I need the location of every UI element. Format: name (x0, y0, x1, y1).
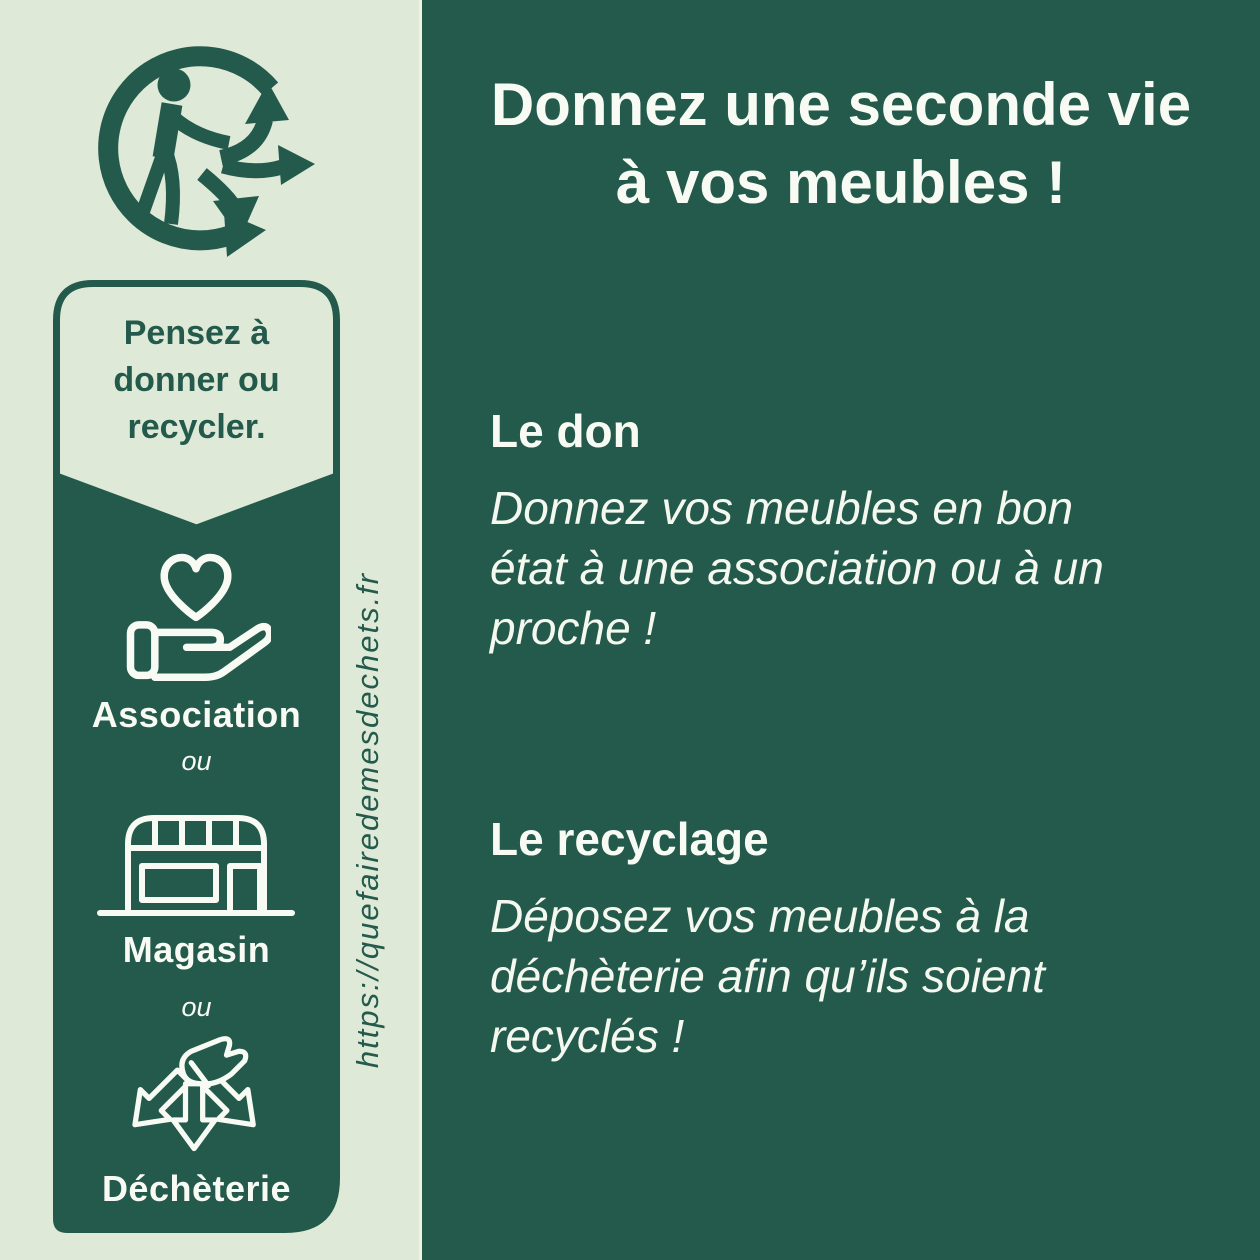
triman-recycling-icon (88, 38, 318, 268)
flag-line: recycler. (127, 408, 266, 446)
flag-line: Pensez à (123, 314, 270, 352)
section-body-recyclage (490, 886, 1045, 1066)
banner-item-label: Association (91, 694, 302, 735)
body-line: Donnez vos meubles en bon (490, 482, 1074, 534)
hand-drop-arrows-icon (121, 1036, 271, 1160)
body-line: recyclés ! (490, 1010, 685, 1062)
storefront-icon (96, 802, 296, 920)
website-url: https://quefairedemesdechets.fr (350, 571, 385, 1069)
title-line: à vos meubles ! (615, 149, 1067, 216)
flag-line: donner ou (113, 361, 280, 399)
body-line: déchèterie afin qu’ils soient (490, 950, 1045, 1002)
banner-item-label: Déchèterie (101, 1168, 292, 1209)
page-title (422, 66, 1260, 222)
section-body-don (490, 478, 1104, 658)
body-line: proche ! (490, 602, 657, 654)
section-heading-don: Le don (490, 405, 641, 457)
flag-message (53, 310, 340, 451)
body-line: Déposez vos meubles à la (490, 890, 1030, 942)
banner-item-label: Magasin (122, 929, 271, 970)
title-line: Donnez une seconde vie (490, 71, 1192, 138)
section-heading-recyclage: Le recyclage (490, 813, 769, 865)
or-separator: ou (181, 992, 212, 1022)
body-line: état à une association ou à un (490, 542, 1104, 594)
or-separator: ou (181, 746, 212, 776)
heart-in-hand-icon (121, 550, 271, 681)
